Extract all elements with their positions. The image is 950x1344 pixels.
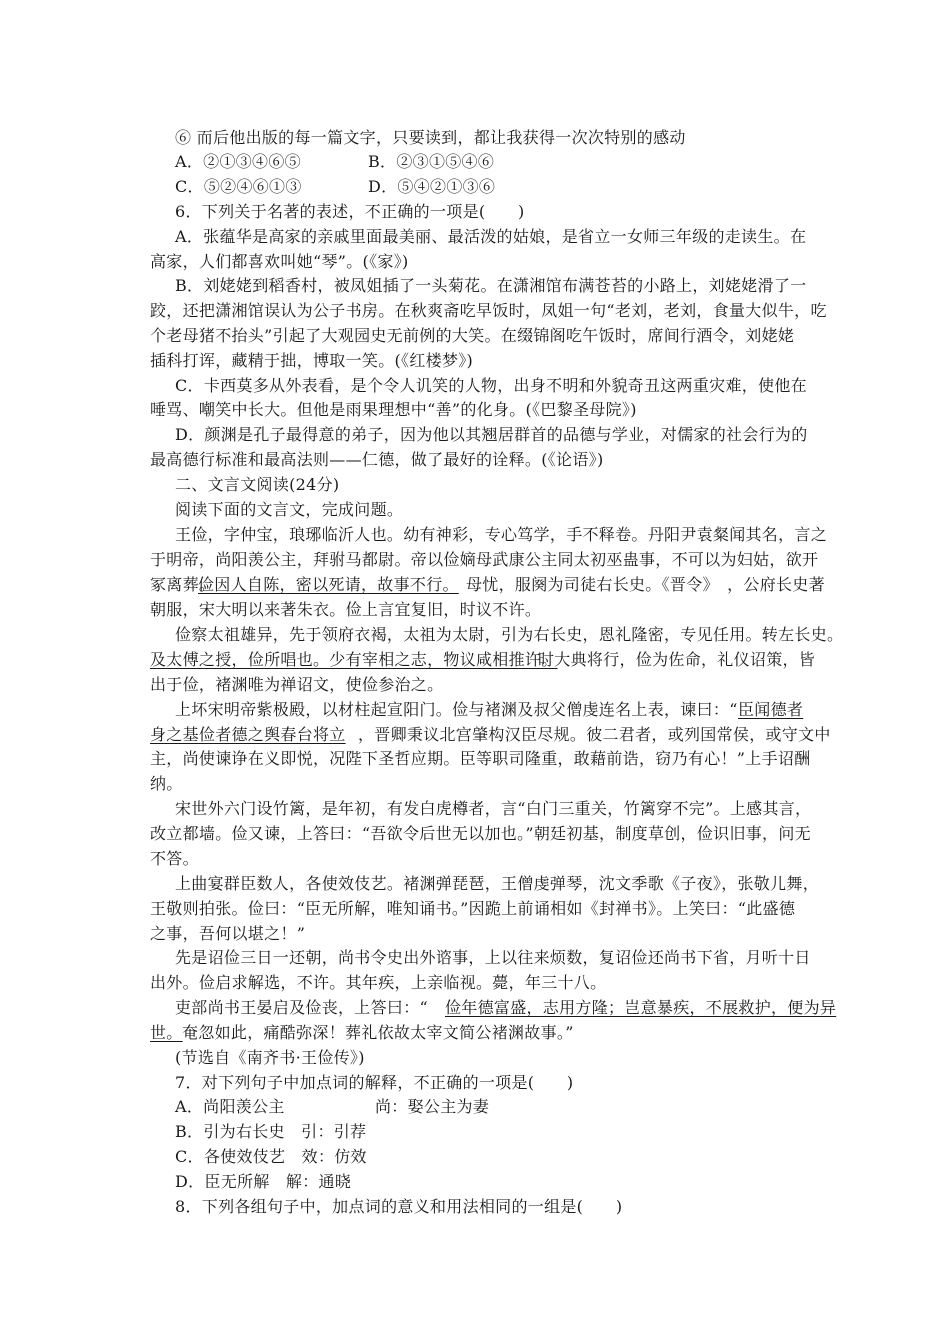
passage-line: 朝服，宋大明以来著朱衣。俭上言宜复旧，时议不许。	[150, 600, 542, 619]
q6-option-b-line3: 个老母猪不抬头”引起了大观园史无前例的大笑。在缀锦阁吃午饭时，席间行酒令，刘姥姥	[150, 326, 795, 345]
passage-line: 出于俭，褚渊唯为禅诏文，使俭参治之。	[150, 675, 444, 694]
passage-line: 吏部尚书王晏启及俭丧，上答曰：“	[175, 998, 428, 1017]
underlined-sentence: 臣闻德者	[738, 700, 804, 719]
passage-line: 冢离葬。	[150, 575, 216, 594]
choice-b: B．②③①⑤④⑥	[368, 152, 495, 171]
underlined-sentence: 俭年德富盛，志用方隆；岂意暴疾，不展救护，便为异	[445, 998, 837, 1017]
passage-line: 上坏宋明帝紫极殿，以材柱起宣阳门。俭与褚渊及叔父僧虔连名上表，谏曰：“	[175, 700, 738, 719]
choice-c: C．⑤②④⑥①③	[175, 177, 302, 196]
passage-line: ，晋卿秉议北宫肇构汉臣尽规。彼二君者，或列国常侯，或守文中	[358, 725, 831, 744]
passage-line: 纳。	[150, 774, 183, 793]
option-line-6: ⑥ 而后他出版的每一篇文字，只要读到，都让我获得一次次特别的感动	[175, 128, 686, 147]
underlined-sentence: 身之基俭者德之舆春台将立	[150, 725, 346, 744]
passage-line: 先是诏俭三日一还朝，尚书令史出外谘事，上以往来烦数，复诏俭还尚书下省，月听十日	[175, 948, 811, 967]
passage-line: 王俭，字仲宝，琅琊临沂人也。幼有神彩，专心笃学，手不释卷。丹阳尹袁粲闻其名，言之	[175, 525, 828, 544]
q6-option-b-line1: B．刘姥姥到稻香村，被凤姐插了一头菊花。在潇湘馆布满苍苔的小路上，刘姥姥滑了一	[175, 276, 807, 295]
q7-option-a-meaning: 尚：娶公主为妻	[375, 1097, 490, 1116]
passage-line: 宋世外六门设竹篱，是年初，有发白虎樽者，言“白门三重关，竹篱穿不完”。上感其言，	[175, 799, 812, 818]
choice-a: A．②①③④⑥⑤	[175, 152, 301, 171]
passage-line: 不答。	[150, 849, 199, 868]
passage-line: 俭察太祖雄异，先于领府衣褐，太祖为太尉，引为右长史，恩礼隆密，专见任用。转左长史。	[175, 625, 844, 644]
passage-line: 王敬则拍张。俭曰：“臣无所解，唯知诵书。”因跪上前诵相如《封禅书》。上笑曰：“此盛德	[150, 899, 796, 918]
passage-line: 改立都墙。俭又谏，上答曰：“吾欲令后世无以加也。”朝廷初基，制度草创，俭识旧事，问无	[150, 824, 811, 843]
q7-option-c: C．各使效伎艺 效：仿效	[175, 1147, 367, 1166]
q7-option-b: B．引为右长史 引：引荐	[175, 1122, 367, 1141]
q7-option-a: A．尚阳羡公主	[175, 1097, 285, 1116]
passage-line: 母忧，服阕为司徒右长史。《晋令》 ，公府长史著	[466, 575, 825, 594]
underlined-sentence: 俭因人自陈，密以死请，故事不行。	[198, 575, 459, 594]
q6-option-c-line2: 唾骂、嘲笑中长大。但他是雨果理想中“善”的化身。(《巴黎圣母院》)	[150, 400, 637, 419]
question-8: 8．下列各组句子中，加点词的意义和用法相同的一组是( )	[175, 1197, 623, 1216]
question-6: 6．下列关于名著的表述，不正确的一项是( )	[175, 202, 525, 221]
passage-line: 于明帝，尚阳羡公主，拜驸马都尉。帝以俭嫡母武康公主同太初巫蛊事，不可以为妇姑，欲开	[150, 550, 819, 569]
underlined-sentence: 世。	[150, 1023, 183, 1042]
passage-line: 出外。俭启求解选，不许。其年疾，上亲临视。薨，年三十八。	[150, 973, 607, 992]
source-citation: (节选自《南齐书·王俭传》)	[175, 1048, 365, 1067]
q6-option-c-line1: C．卡西莫多从外表看，是个令人讥笑的人物，出身不明和外貌奇丑这两重灾难，使他在	[175, 376, 807, 395]
section-heading: 二、文言文阅读(24分)	[175, 475, 340, 494]
q6-option-d-line2: 最高德行标准和最高法则——仁德，做了最好的诠释。(《论语》)	[150, 450, 604, 469]
q6-option-a-line2: 高家，人们都喜欢叫她“琴”。(《家》)	[150, 252, 409, 271]
choice-d: D．⑤④②①③⑥	[368, 177, 496, 196]
passage-line: 奄忽如此，痛酷弥深！葬礼依故太宰文简公褚渊故事。”	[182, 1023, 574, 1042]
q6-option-b-line4: 插科打诨，藏精于拙，博取一笑。(《红楼梦》)	[150, 351, 474, 370]
passage-line: 主，尚使谏诤在义即悦，况陛下圣哲应期。臣等职司隆重，敢藉前诰，窃乃有心！”上手诏酬	[150, 749, 811, 768]
instruction: 阅读下面的文言文，完成问题。	[175, 500, 404, 519]
q6-option-b-line2: 跤，还把潇湘馆误认为公子书房。在秋爽斋吃早饭时，凤姐一句“老刘，老刘，食量大似牛，吃	[150, 301, 827, 320]
passage-line: 时大典将行，俭为佐命，礼仪诏策，皆	[538, 650, 816, 669]
q6-option-a-line1: A．张蕴华是高家的亲戚里面最美丽、最活泼的姑娘，是省立一女师三年级的走读生。在	[175, 227, 807, 246]
passage-line: 上曲宴群臣数人，各使效伎艺。褚渊弹琵琶，王僧虔弹琴，沈文季歌《子夜》，张敬儿舞，	[175, 874, 820, 893]
underlined-sentence: 及太傅之授，俭所唱也。少有宰相之志，物议咸相推许。	[150, 650, 558, 669]
question-7: 7．对下列句子中加点词的解释，不正确的一项是( )	[175, 1073, 574, 1092]
q7-option-d: D．臣无所解 解：通晓	[175, 1172, 352, 1191]
passage-line: 之事，吾何以堪之！”	[150, 924, 306, 943]
q6-option-d-line1: D．颜渊是孔子最得意的弟子，因为他以其翘居群首的品德与学业，对儒家的社会行为的	[175, 425, 808, 444]
